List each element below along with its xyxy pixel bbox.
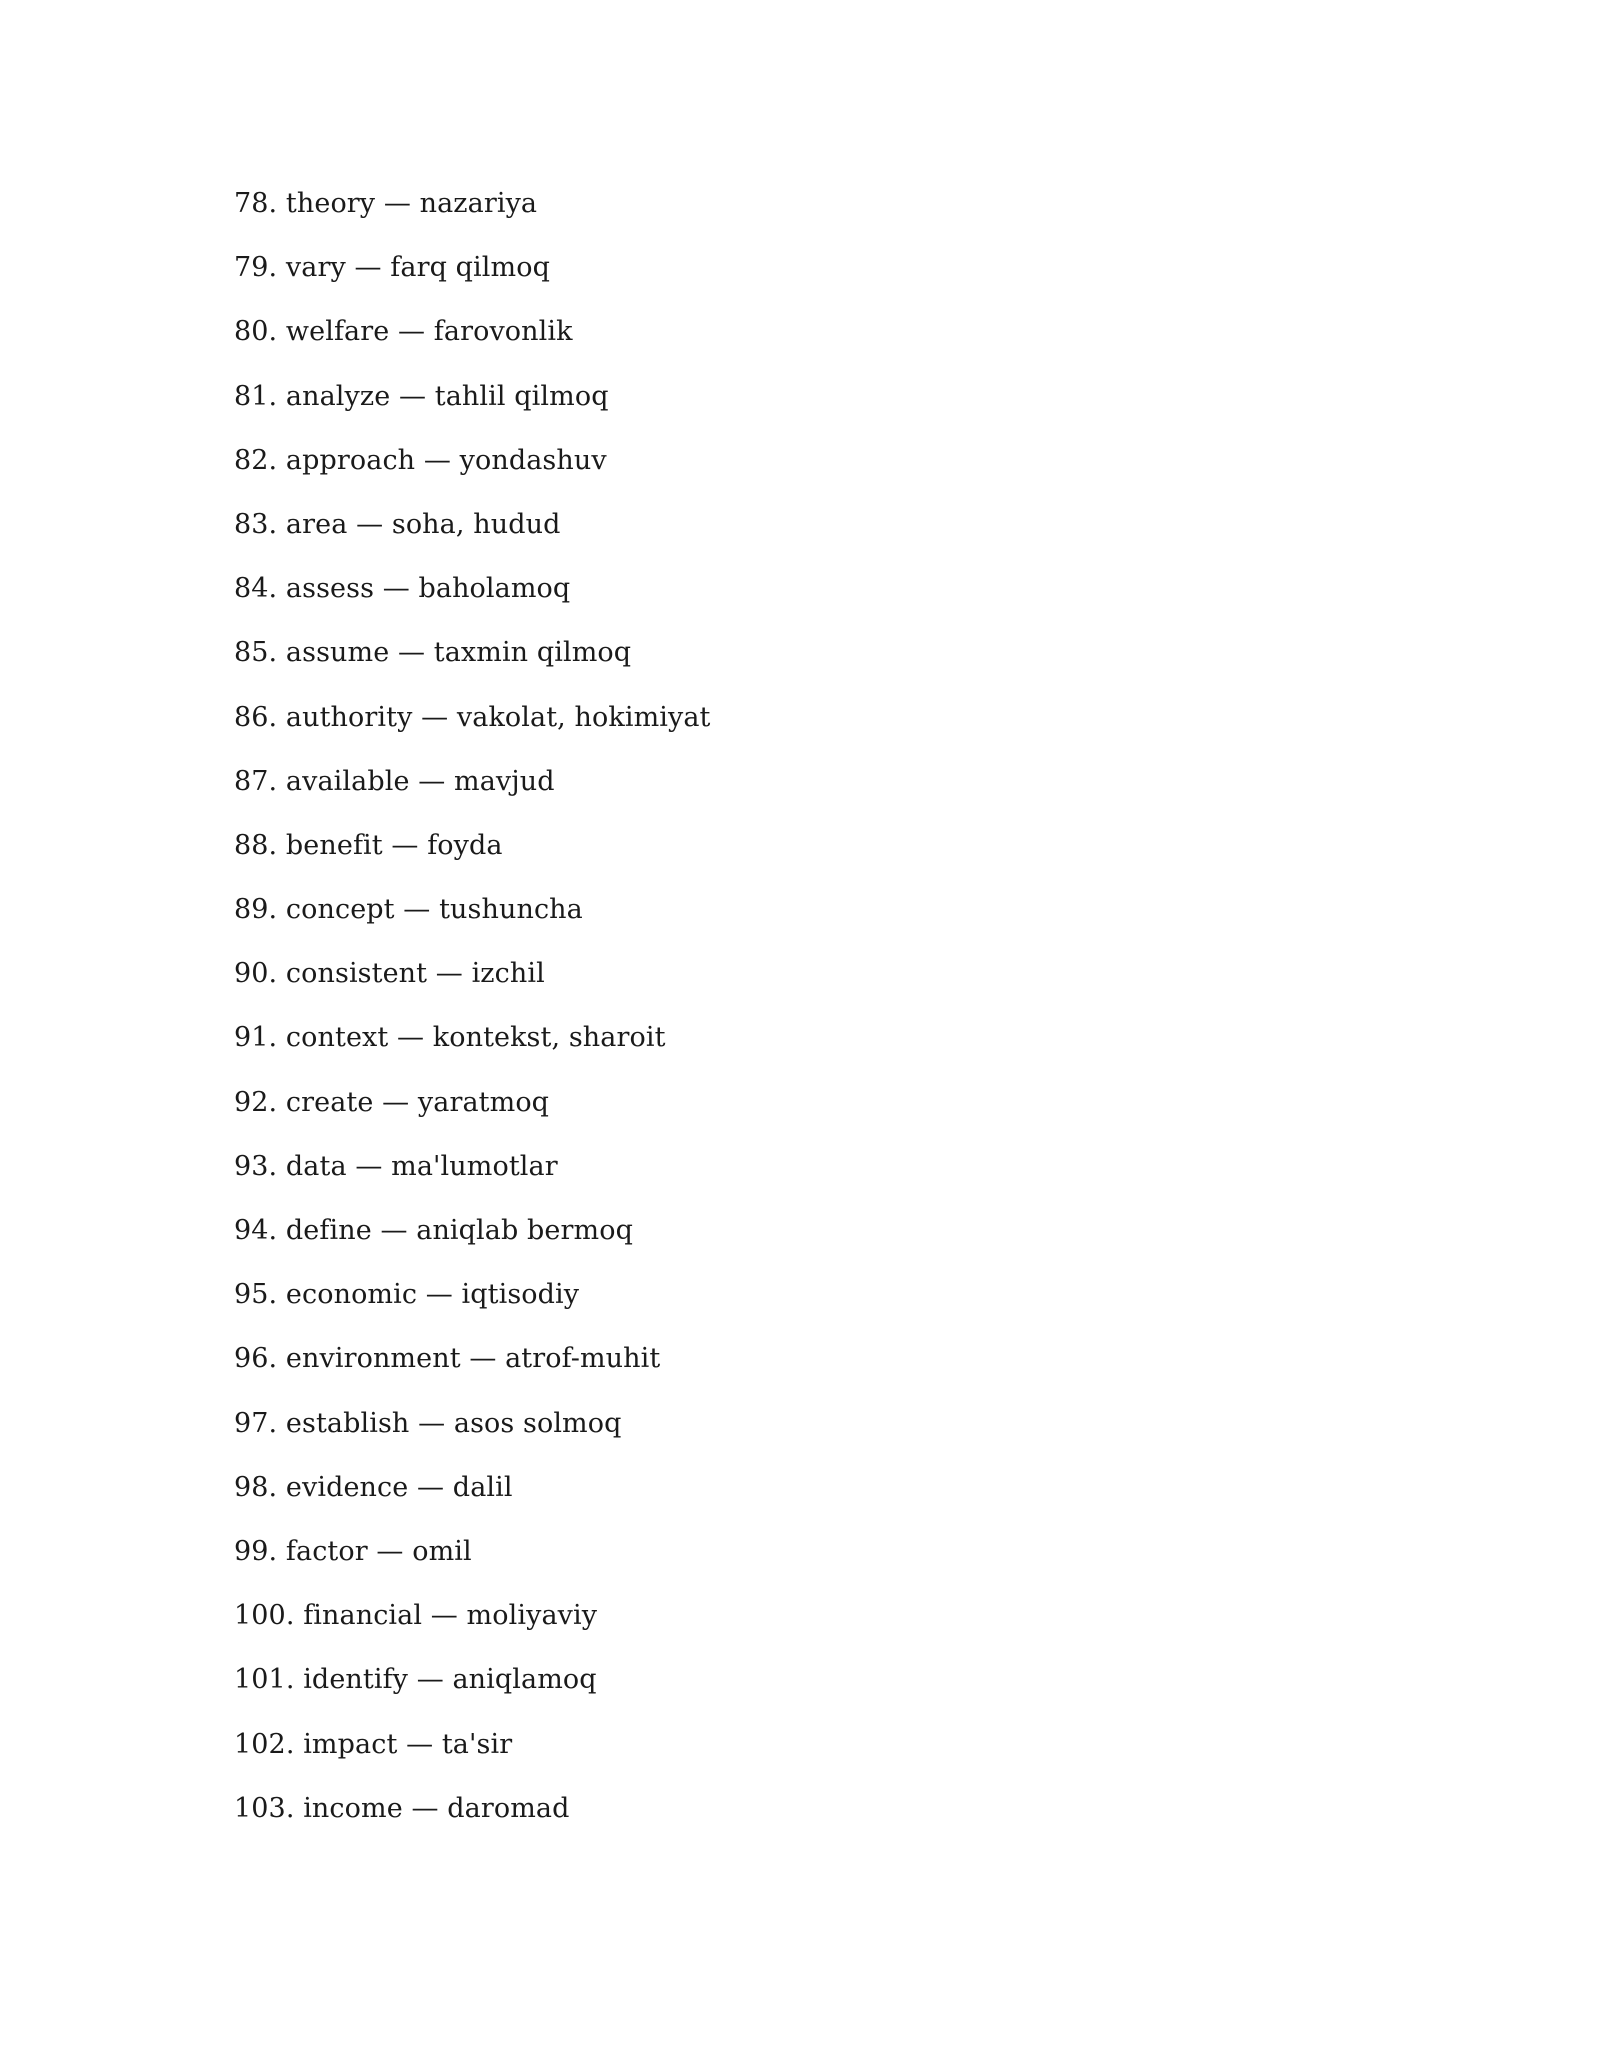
list-item: 94. define — aniqlab bermoq (234, 1215, 633, 1246)
list-item: 92. create — yaratmoq (234, 1086, 550, 1118)
list-item: 86. authority — vakolat, hokimiyat (234, 701, 711, 733)
list-item: 96. environment — atrof-muhit (234, 1343, 661, 1375)
list-item: 79. vary — farq qilmoq (234, 252, 550, 284)
list-item: 101. identify — aniqlamoq (234, 1664, 597, 1696)
list-item: 90. consistent — izchil (234, 958, 545, 990)
list-item: 85. assume — taxmin qilmoq (234, 637, 632, 669)
list-item: 83. area — soha, hudud (234, 508, 561, 540)
list-item: 102. impact — ta'sir (234, 1728, 513, 1760)
list-item: 91. context — kontekst, sharoit (234, 1022, 666, 1054)
list-item: 98. evidence — dalil (234, 1471, 513, 1503)
list-item: 84. assess — baholamoq (234, 573, 571, 605)
list-item: 89. concept — tushuncha (234, 894, 583, 926)
list-item: 93. data — ma'lumotlar (234, 1150, 558, 1182)
list-item: 81. analyze — tahlil qilmoq (234, 380, 609, 412)
vocabulary-list (234, 176, 711, 1845)
list-item: 78. theory — nazariya (234, 188, 538, 219)
list-item: 97. establish — asos solmoq (234, 1407, 622, 1439)
list-item: 88. benefit — foyda (234, 829, 503, 861)
list-item: 95. economic — iqtisodiy (234, 1279, 580, 1311)
list-item: 103. income — daromad (234, 1792, 570, 1824)
list-item: 82. approach — yondashuv (234, 444, 607, 476)
list-item: 80. welfare — farovonlik (234, 316, 573, 348)
list-item: 99. factor — omil (234, 1535, 472, 1567)
list-item: 87. available — mavjud (234, 765, 555, 797)
list-item: 100. financial — moliyaviy (234, 1600, 598, 1632)
